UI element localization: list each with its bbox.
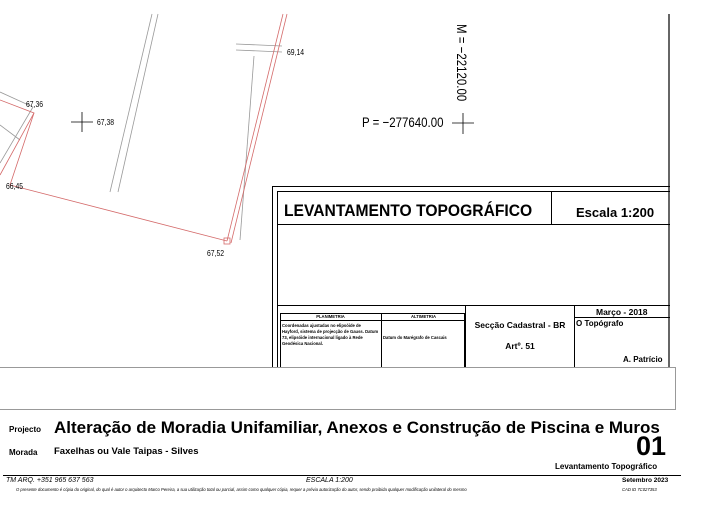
sheet-name: Levantamento Topográfico — [555, 462, 658, 471]
divider — [381, 313, 382, 367]
cadastral-section: Secção Cadastral - BR — [474, 320, 566, 330]
divider — [3, 475, 681, 476]
divider — [465, 305, 466, 367]
notes-strip — [0, 367, 676, 410]
footer-scale: ESCALA 1:200 — [306, 477, 353, 484]
planimetria-header: PLANIMETRIA — [316, 314, 345, 319]
planimetria-text: Coordenadas ajustadas no elipsóide de Hayford, sistema de projecção de Gauss. Datum 73, elipsóide internacional ligado à Rede Geodésica Nacional. — [282, 323, 379, 346]
divider — [551, 191, 552, 224]
survey-scale: Escala 1:200 — [576, 205, 655, 220]
elevation-label: 67,36 — [26, 100, 44, 109]
divider — [574, 305, 575, 367]
cad-id: CAD ID 7C027353 — [622, 487, 657, 492]
address-label: Morada — [9, 448, 38, 457]
address-value: Faxelhas ou Vale Taipas - Silves — [54, 446, 199, 457]
altimetria-header: ALTIMETRIA — [410, 314, 437, 319]
survey-title: LEVANTAMENTO TOPOGRÁFICO — [284, 201, 533, 220]
elevation-label: 69,14 — [287, 48, 305, 57]
elevation-label: 67,52 — [207, 249, 225, 258]
elevation-label: 67,38 — [97, 118, 115, 127]
survey-date: Março - 2018 — [596, 307, 648, 317]
footer-date: Setembro 2023 — [622, 477, 669, 484]
elevation-label: 66,45 — [6, 182, 24, 191]
coordinate-y-label: M = −22120.00 — [454, 24, 470, 102]
sheet-number: 01 — [636, 431, 667, 461]
project-title: Alteração de Moradia Unifamiliar, Anexos e Construção de Piscina e Muros — [54, 418, 660, 437]
divider — [277, 224, 670, 225]
project-label: Projecto — [9, 425, 42, 434]
altimetria-text: Datum do Marégrafo de Cascais — [383, 335, 447, 340]
cadastral-article: Artº. 51 — [505, 341, 535, 351]
divider — [280, 320, 465, 321]
coordinate-x-label: P = −277640.00 — [362, 114, 444, 130]
architect-contact: TM ARQ. +351 965 637 563 — [6, 477, 94, 484]
divider — [574, 317, 670, 318]
copyright-disclaimer: O presente documento é cópia do original, do qual é autor o arquitecto Marco Pereira, a sua utilização total ou parcial, assim como qualquer cópia, requer a prévia autorização do autor, sendo proibida qualquer modificação unilateral do mesmo — [16, 487, 467, 492]
surveyor-role: O Topógrafo — [576, 319, 624, 328]
divider — [277, 305, 670, 306]
surveyor-name: A. Patrício — [623, 355, 663, 364]
